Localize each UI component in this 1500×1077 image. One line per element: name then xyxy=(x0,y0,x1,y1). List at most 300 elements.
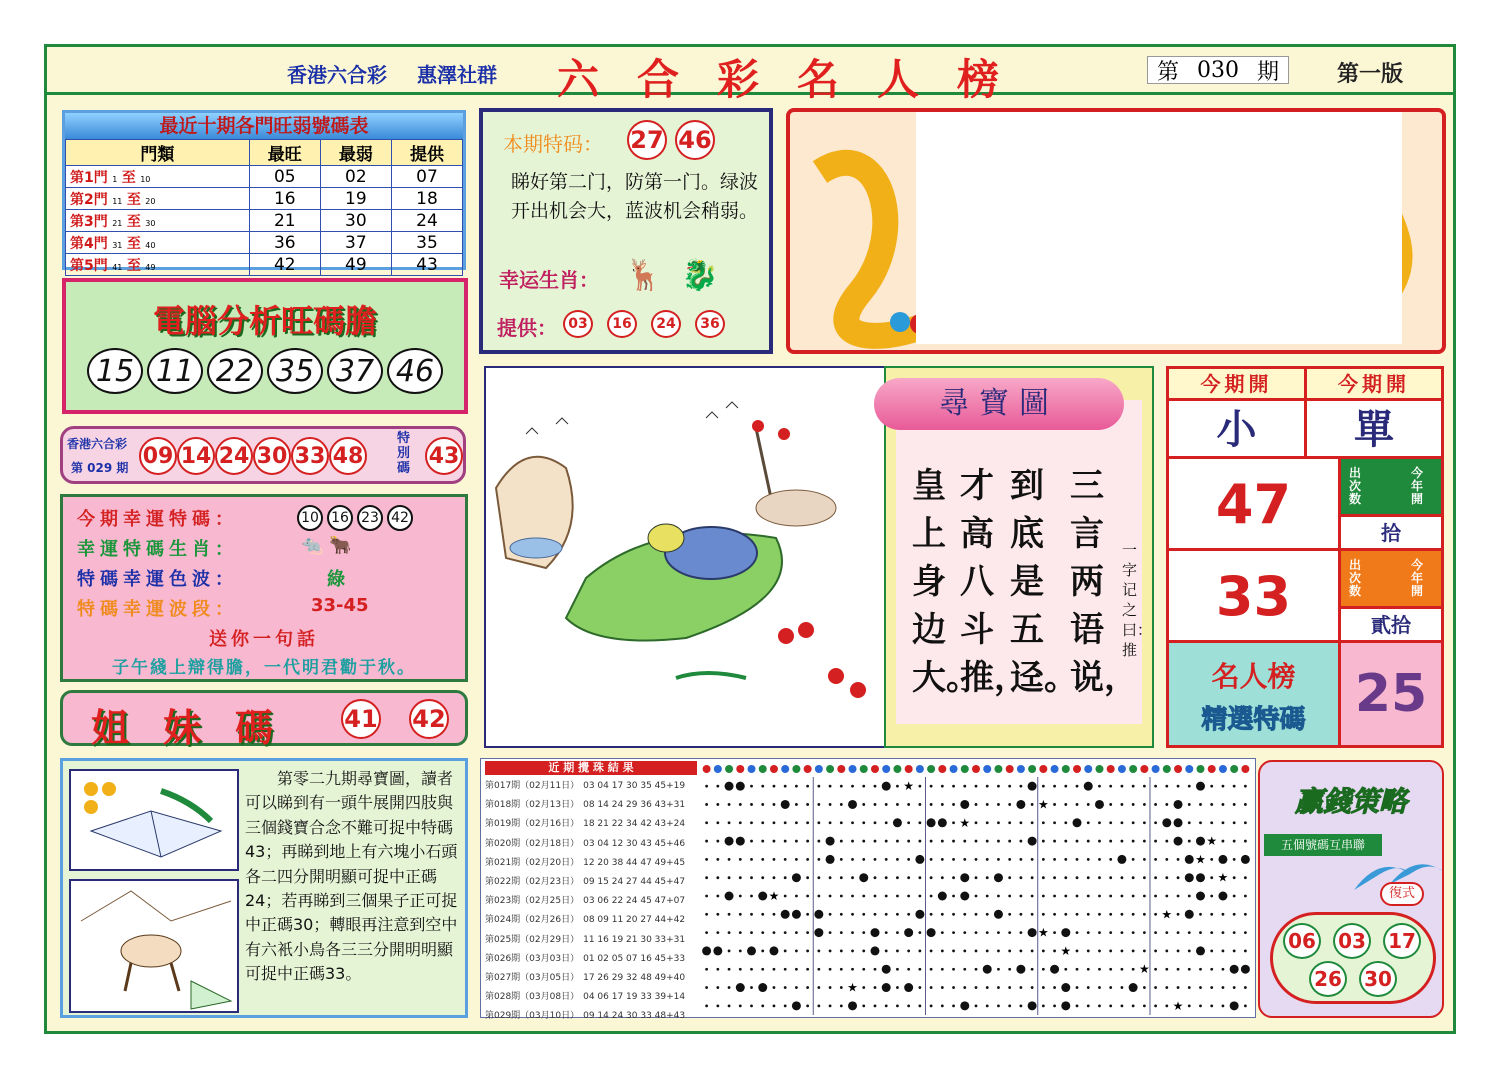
special-star: ★ xyxy=(1037,925,1049,940)
table-row xyxy=(485,1007,697,1026)
grid-dot xyxy=(1154,858,1157,861)
num2-label-box xyxy=(1341,551,1441,609)
grid-dot xyxy=(784,986,787,989)
drawn-dot xyxy=(1050,965,1059,974)
grid-dot xyxy=(1132,876,1135,879)
header-dot xyxy=(1219,765,1227,773)
grid-dot xyxy=(1087,968,1090,971)
offer-label: 提供： xyxy=(497,316,557,340)
grid-dot xyxy=(773,876,776,879)
header-dot xyxy=(905,765,913,773)
cold-number: 30 xyxy=(320,210,391,232)
table-row xyxy=(485,835,697,854)
header-dot xyxy=(938,765,946,773)
size-value: 小 xyxy=(1169,401,1307,459)
grid-dot xyxy=(997,931,1000,934)
grid-dot xyxy=(975,895,978,898)
grid-dot xyxy=(1210,931,1213,934)
grid-dot xyxy=(862,821,865,824)
drawn-dot xyxy=(1174,818,1183,827)
drawn-dot xyxy=(1174,800,1183,809)
grid-dot xyxy=(1053,1004,1056,1007)
grid-dot xyxy=(1031,968,1034,971)
header-color-dots xyxy=(701,762,1251,776)
grid-dot xyxy=(784,1004,787,1007)
grid-dot xyxy=(1132,950,1135,953)
grid-dot xyxy=(761,858,764,861)
grid-dot xyxy=(795,950,798,953)
grid-dot xyxy=(1165,840,1168,843)
drawn-dot xyxy=(769,946,778,955)
table-row xyxy=(485,988,697,1007)
grid-dot xyxy=(941,968,944,971)
grid-dot xyxy=(1098,876,1101,879)
lucky-panel xyxy=(60,494,468,682)
grid-dot xyxy=(1098,895,1101,898)
grid-dot xyxy=(885,858,888,861)
number-ball: 48 xyxy=(329,437,367,475)
num2-label-b: 今年開 xyxy=(1411,558,1424,598)
book-drawing xyxy=(71,771,237,869)
grid-dot xyxy=(930,876,933,879)
grid-dot xyxy=(1053,840,1056,843)
grid-dot xyxy=(1042,858,1045,861)
grid-dot xyxy=(716,840,719,843)
drawn-dot xyxy=(736,837,745,846)
grid-dot xyxy=(1042,913,1045,916)
grid-dot xyxy=(1244,840,1247,843)
grid-dot xyxy=(918,785,921,788)
grid-dot xyxy=(806,1004,809,1007)
grid-dot xyxy=(918,876,921,879)
gate-label: 第5門 xyxy=(70,257,108,274)
grid-dot xyxy=(806,986,809,989)
drawn-dot xyxy=(1016,965,1025,974)
table-header: 門類 xyxy=(66,140,250,166)
grid-dot xyxy=(728,821,731,824)
number-ball: 42 xyxy=(387,505,413,531)
grid-dot xyxy=(1188,931,1191,934)
lucky-line2-label: 幸運特碼生肖： xyxy=(77,539,238,560)
grid-dot xyxy=(1244,821,1247,824)
grid-dot xyxy=(1053,895,1056,898)
grid-dot xyxy=(1165,876,1168,879)
grid-dot xyxy=(1008,803,1011,806)
grid-dot xyxy=(1098,986,1101,989)
weak-strong-panel xyxy=(62,110,466,275)
grid-dot xyxy=(952,950,955,953)
special-star: ★ xyxy=(1161,907,1173,922)
grid-dot xyxy=(1244,785,1247,788)
grid-dot xyxy=(1132,803,1135,806)
grid-dot xyxy=(1087,950,1090,953)
grid-dot xyxy=(1199,931,1202,934)
grid-dot xyxy=(761,785,764,788)
grid-dot xyxy=(1098,950,1101,953)
drawn-dot xyxy=(1196,892,1205,901)
grid-dot xyxy=(1042,876,1045,879)
grid-dot xyxy=(997,968,1000,971)
grid-dot xyxy=(1031,913,1034,916)
grid-dot xyxy=(1244,950,1247,953)
grid-dot xyxy=(716,821,719,824)
number-ball: 17 xyxy=(1383,923,1421,959)
grid-dot xyxy=(1199,968,1202,971)
header-dot xyxy=(1006,765,1014,773)
book-illustration xyxy=(69,769,239,871)
issue-label: 第020期（02月18日） xyxy=(485,838,580,849)
gate-from: 41 xyxy=(112,262,123,272)
grid-dot xyxy=(1188,803,1191,806)
grid-dot xyxy=(1031,895,1034,898)
grid-dot xyxy=(1233,821,1236,824)
number-ball: 36 xyxy=(695,310,725,338)
grid-dot xyxy=(918,840,921,843)
grid-dot xyxy=(784,785,787,788)
grid-dot xyxy=(862,840,865,843)
header-dot xyxy=(1241,765,1249,773)
grid-dot xyxy=(716,913,719,916)
grid-dot xyxy=(952,821,955,824)
gate-to: 30 xyxy=(145,218,156,228)
grid-dot xyxy=(1222,821,1225,824)
grid-dot xyxy=(862,895,865,898)
number-header-strip xyxy=(701,761,1251,775)
grid-dot xyxy=(829,821,832,824)
grid-dot xyxy=(806,821,809,824)
drawn-dot xyxy=(938,818,947,827)
drawn-dot xyxy=(1241,965,1250,974)
grid-dot xyxy=(795,931,798,934)
header-dot xyxy=(1062,765,1070,773)
grid-dot xyxy=(930,968,933,971)
header-dot xyxy=(1039,765,1047,773)
result-numbers: 09 15 24 27 44 45+47 xyxy=(583,876,686,887)
number-ball: 30 xyxy=(1359,961,1397,997)
grid-dot xyxy=(1109,858,1112,861)
grid-dot xyxy=(829,913,832,916)
grid-dot xyxy=(716,876,719,879)
grid-dot xyxy=(1064,895,1067,898)
grid-dot xyxy=(918,803,921,806)
gate-label: 第2門 xyxy=(70,191,108,208)
grid-dot xyxy=(750,785,753,788)
grid-dot xyxy=(1188,840,1191,843)
grid-dot xyxy=(1008,986,1011,989)
drawn-dot xyxy=(725,837,734,846)
grid-dot xyxy=(795,986,798,989)
grid-dot xyxy=(1165,1004,1168,1007)
grid-dot xyxy=(918,931,921,934)
grid-dot xyxy=(874,1004,877,1007)
grid-dot xyxy=(817,785,820,788)
grid-dot xyxy=(817,1004,820,1007)
grid-dot xyxy=(1132,895,1135,898)
drawn-dot xyxy=(1028,1001,1037,1010)
grid-dot xyxy=(907,913,910,916)
number-ball: 24 xyxy=(215,437,253,475)
cold-number: 19 xyxy=(320,188,391,210)
grid-dot xyxy=(1244,931,1247,934)
drawn-dot xyxy=(1028,782,1037,791)
drawn-dot xyxy=(1084,782,1093,791)
grid-dot xyxy=(1143,840,1146,843)
header-dot xyxy=(860,765,868,773)
grid-dot xyxy=(1177,876,1180,879)
poem-side-note: 一字记之曰：推 xyxy=(1122,541,1153,659)
last-result-panel xyxy=(60,426,466,484)
grid-dot xyxy=(885,913,888,916)
grid-dot xyxy=(1154,785,1157,788)
header-bar xyxy=(47,47,1453,104)
drawn-dot xyxy=(938,892,947,901)
special-star: ★ xyxy=(1217,870,1229,885)
grid-dot xyxy=(705,986,708,989)
grid-dot xyxy=(941,858,944,861)
lucky-line3-label: 特碼幸運色波： xyxy=(77,569,238,590)
grid-dot xyxy=(975,803,978,806)
grid-dot xyxy=(1076,785,1079,788)
grid-dot xyxy=(705,840,708,843)
grid-dot xyxy=(795,785,798,788)
blank-banner-area xyxy=(916,108,1402,344)
grid-dot xyxy=(705,876,708,879)
drawn-dot xyxy=(893,818,902,827)
grid-dot xyxy=(739,858,742,861)
drawn-dot xyxy=(713,946,722,955)
grid-dot xyxy=(1210,858,1213,861)
header-dot xyxy=(1152,765,1160,773)
grid-dot xyxy=(1008,876,1011,879)
grid-dot xyxy=(1165,931,1168,934)
grid-dot xyxy=(1076,1004,1079,1007)
grid-dot xyxy=(1019,840,1022,843)
special-ball: 43 xyxy=(425,437,463,475)
grid-dot xyxy=(907,1004,910,1007)
gate-to: 49 xyxy=(145,262,156,272)
grid-dot xyxy=(907,858,910,861)
grid-dot xyxy=(975,785,978,788)
grid-dot xyxy=(975,1004,978,1007)
grid-dot xyxy=(1076,931,1079,934)
grid-dot xyxy=(1154,895,1157,898)
recent-results-list xyxy=(485,777,697,1026)
gate-to: 20 xyxy=(145,196,156,206)
grid-dot xyxy=(716,803,719,806)
grid-dot xyxy=(840,803,843,806)
special-label: 特別碼 xyxy=(397,431,411,476)
offer-number: 43 xyxy=(391,254,462,276)
drawn-dot xyxy=(870,928,879,937)
last-result-numbers xyxy=(139,437,367,475)
grid-dot xyxy=(1143,803,1146,806)
issue-label: 第018期（02月13日） xyxy=(485,800,580,811)
drawn-dot xyxy=(792,873,801,882)
treasure-panel xyxy=(884,366,1154,748)
num1-count: 拾 xyxy=(1341,517,1441,551)
grid-dot xyxy=(795,895,798,898)
grid-dot xyxy=(1154,950,1157,953)
header-dot xyxy=(792,765,800,773)
issue-label: 第026期（03月03日） xyxy=(485,953,580,964)
grid-dot xyxy=(705,968,708,971)
grid-dot xyxy=(784,968,787,971)
grid-dot xyxy=(1109,821,1112,824)
grid-dot xyxy=(795,803,798,806)
grid-dot xyxy=(963,931,966,934)
grid-dot xyxy=(930,785,933,788)
gate-to-label: 至 xyxy=(126,235,141,252)
grid-dot xyxy=(997,803,1000,806)
grid-dot xyxy=(1019,931,1022,934)
grid-dot xyxy=(806,913,809,916)
grid-dot xyxy=(1154,876,1157,879)
table-header: 最旺 xyxy=(249,140,320,166)
grid-dot xyxy=(1210,895,1213,898)
grid-dot xyxy=(1143,1004,1146,1007)
grid-dot xyxy=(874,913,877,916)
recent-results-panel xyxy=(480,758,1256,1022)
grid-dot xyxy=(1165,785,1168,788)
table-row xyxy=(66,254,463,276)
drawn-dot xyxy=(1061,1001,1070,1010)
zodiac-icons: 🐀 🐂 xyxy=(301,535,352,556)
grid-dot xyxy=(918,986,921,989)
header-dot xyxy=(1140,765,1148,773)
grid-dot xyxy=(705,895,708,898)
header-dot xyxy=(1174,765,1182,773)
grid-dot xyxy=(840,1004,843,1007)
grid-dot xyxy=(963,950,966,953)
header-dot xyxy=(1196,765,1204,773)
grid-dot xyxy=(1165,968,1168,971)
drawn-dot xyxy=(1117,855,1126,864)
grid-dot xyxy=(806,840,809,843)
table-header: 提供 xyxy=(391,140,462,166)
grid-dot xyxy=(1019,950,1022,953)
grid-dot xyxy=(930,895,933,898)
drawn-dot xyxy=(859,873,868,882)
grid-dot xyxy=(840,895,843,898)
number-ball: 03 xyxy=(563,310,593,338)
grid-dot xyxy=(896,840,899,843)
grid-dot xyxy=(975,821,978,824)
gate-label: 第1門 xyxy=(70,169,108,186)
grid-dot xyxy=(1008,1004,1011,1007)
lucky-line4-value: 33-45 xyxy=(311,595,369,616)
grid-dot xyxy=(1233,876,1236,879)
header-dot xyxy=(983,765,991,773)
drawn-dot xyxy=(1241,855,1250,864)
num1-value: 47 xyxy=(1169,459,1341,551)
header-dot xyxy=(1095,765,1103,773)
grid-dot xyxy=(739,895,742,898)
offer-number: 07 xyxy=(391,166,462,188)
grid-dot xyxy=(1244,986,1247,989)
grid-dot xyxy=(1165,895,1168,898)
main-title: 六合彩名人榜 xyxy=(557,55,1038,104)
grid-dot xyxy=(1222,950,1225,953)
grid-dot xyxy=(750,840,753,843)
grid-dot xyxy=(1154,968,1157,971)
grid-dot xyxy=(806,895,809,898)
drawn-dot xyxy=(1196,782,1205,791)
grid-dot xyxy=(1188,785,1191,788)
grid-dot xyxy=(1132,821,1135,824)
number-ball: 37 xyxy=(327,348,383,394)
drawn-dot xyxy=(1196,837,1205,846)
hot-number: 05 xyxy=(249,166,320,188)
result-numbers: 03 06 22 24 45 47+07 xyxy=(583,896,686,907)
grid-dot xyxy=(716,968,719,971)
grid-dot xyxy=(1087,931,1090,934)
header-dot xyxy=(759,765,767,773)
grid-dot xyxy=(963,840,966,843)
issue-number: 030 xyxy=(1196,57,1239,83)
header-dot xyxy=(1084,765,1092,773)
grid-dot xyxy=(728,931,731,934)
grid-dot xyxy=(952,876,955,879)
grid-dot xyxy=(874,803,877,806)
drawn-dot xyxy=(1129,983,1138,992)
grid-dot xyxy=(1132,785,1135,788)
grid-dot xyxy=(1098,968,1101,971)
grid-dot xyxy=(986,895,989,898)
grid-dot xyxy=(862,858,865,861)
grid-dot xyxy=(1132,913,1135,916)
grid-dot xyxy=(941,950,944,953)
grid-dot xyxy=(1098,821,1101,824)
gate-from: 21 xyxy=(112,218,123,228)
grid-dot xyxy=(1143,876,1146,879)
grid-dot xyxy=(1244,913,1247,916)
grid-dot xyxy=(750,858,753,861)
drawn-dot xyxy=(725,892,734,901)
grid-dot xyxy=(739,950,742,953)
drawn-dot xyxy=(882,965,891,974)
grid-dot xyxy=(986,1004,989,1007)
grid-dot xyxy=(851,785,854,788)
grid-dot xyxy=(896,913,899,916)
grid-dot xyxy=(1098,840,1101,843)
grid-dot xyxy=(1121,968,1124,971)
header-dot xyxy=(1073,765,1081,773)
grid-dot xyxy=(997,821,1000,824)
grid-dot xyxy=(1019,876,1022,879)
grid-dot xyxy=(862,950,865,953)
num1-label-b: 今年開 xyxy=(1411,466,1424,506)
grid-dot xyxy=(1244,876,1247,879)
grid-dot xyxy=(885,1004,888,1007)
grid-dot xyxy=(952,785,955,788)
grid-dot xyxy=(806,968,809,971)
grid-dot xyxy=(975,876,978,879)
grid-dot xyxy=(716,895,719,898)
grid-dot xyxy=(1064,913,1067,916)
grid-dot xyxy=(750,803,753,806)
grid-dot xyxy=(930,986,933,989)
right-stats-panel xyxy=(1166,366,1444,748)
grid-dot xyxy=(952,913,955,916)
grid-dot xyxy=(1143,895,1146,898)
grid-dot xyxy=(750,1004,753,1007)
grid-dot xyxy=(1109,986,1112,989)
grid-dot xyxy=(705,803,708,806)
grid-dot xyxy=(1210,968,1213,971)
grid-dot xyxy=(1233,858,1236,861)
grid-dot xyxy=(930,840,933,843)
grid-dot xyxy=(930,803,933,806)
